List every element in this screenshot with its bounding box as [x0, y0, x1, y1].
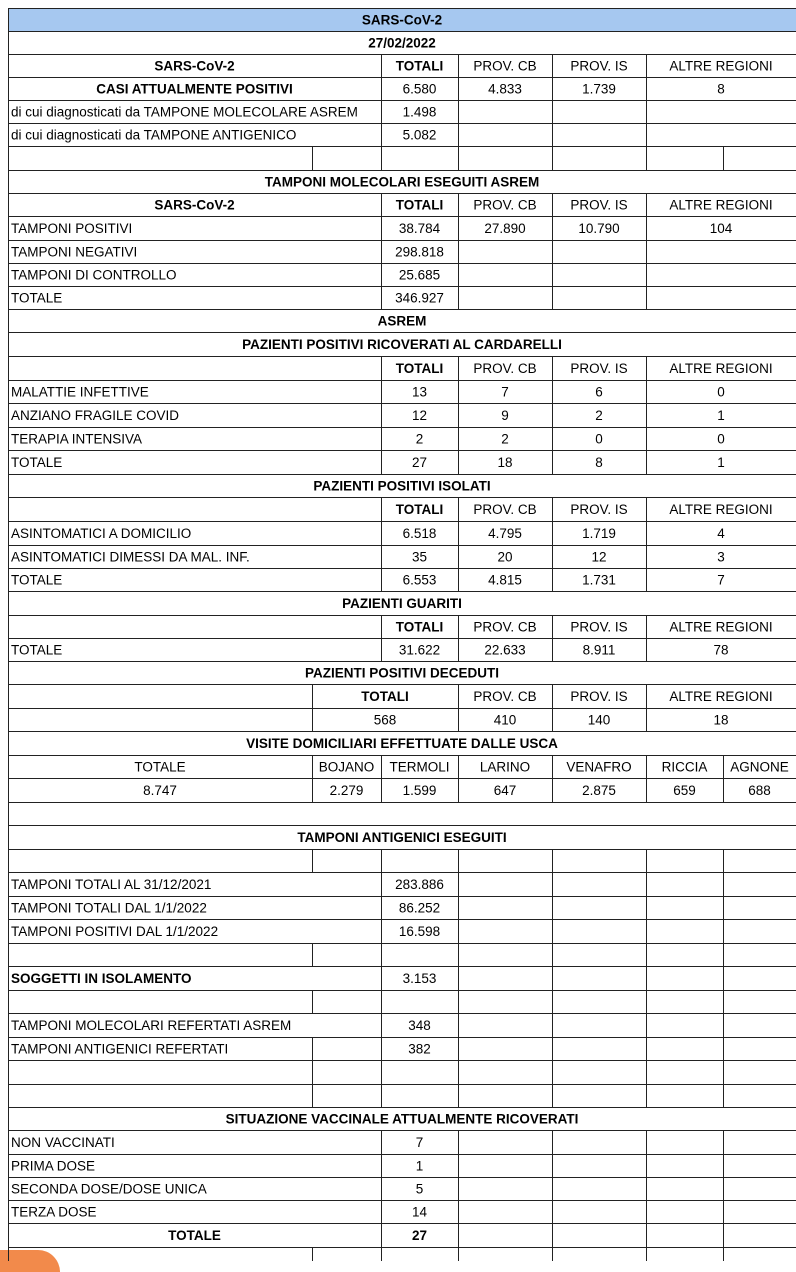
guariti-header-totali: TOTALI [395, 619, 444, 635]
usca-value: 2.279 [329, 783, 364, 798]
ricoverati-prov-cb: 18 [497, 455, 513, 470]
isolati-altre-regioni: 7 [717, 572, 725, 588]
isolati-prov-cb: 4.815 [488, 572, 522, 588]
molecolari-prov-cb: 27.890 [484, 221, 526, 236]
molecolari-row-label: TAMPONI POSITIVI [11, 221, 133, 236]
vaccinale-row-value: 7 [415, 1135, 424, 1150]
isolati-row-label: TOTALE [11, 572, 63, 588]
deceduti-altre-regioni: 18 [713, 712, 729, 728]
usca-header: TOTALE [134, 759, 186, 775]
deceduti-totali: 568 [373, 712, 397, 728]
antigenici-row-value: 86.252 [398, 900, 441, 916]
deceduti-prov-cb: 410 [493, 712, 517, 728]
vaccinale-totale-label: TOTALE [168, 1228, 221, 1243]
ricoverati-header-altre-regioni: ALTRE REGIONI [669, 361, 773, 376]
isolati-header-prov-cb: PROV. CB [473, 502, 537, 517]
report-title: SARS-CoV-2 [361, 12, 443, 28]
guariti-header-altre-regioni: ALTRE REGIONI [669, 619, 773, 635]
molecolari-section-label: SARS-CoV-2 [154, 197, 235, 213]
deceduti-header-prov-cb: PROV. CB [473, 689, 537, 704]
usca-value: 659 [673, 783, 696, 798]
molecolari-totali: 298.818 [395, 244, 444, 260]
usca-title: VISITE DOMICILIARI EFFETTUATE DALLE USCA [246, 736, 558, 751]
ricoverati-header-totali: TOTALI [395, 361, 444, 376]
guariti-header-prov-is: PROV. IS [570, 619, 628, 635]
isolati-prov-is: 1.731 [582, 572, 616, 588]
isolati-totali: 6.553 [402, 572, 437, 588]
isolamento-label: SOGGETTI IN ISOLAMENTO [11, 971, 192, 986]
deceduti-prov-is: 140 [587, 712, 611, 728]
casi-detail-totali: 1.498 [402, 104, 437, 120]
casi-prov-cb: 4.833 [488, 81, 522, 97]
molecolari-header-prov-cb: PROV. CB [473, 197, 537, 213]
molecolari-row-label: TOTALE [11, 290, 63, 306]
usca-value: 1.599 [402, 783, 437, 798]
ricoverati-row-label: TERAPIA INTENSIVA [11, 431, 143, 447]
isolati-altre-regioni: 4 [717, 526, 725, 541]
antigenici-row-label: TAMPONI TOTALI AL 31/12/2021 [11, 877, 212, 892]
isolati-prov-is: 1.719 [582, 526, 616, 541]
deceduti-header-altre-regioni: ALTRE REGIONI [669, 689, 773, 704]
molecolari-header-altre-regioni: ALTRE REGIONI [669, 197, 773, 213]
isolati-altre-regioni: 3 [717, 549, 725, 565]
ricoverati-prov-cb: 2 [501, 431, 509, 447]
isolati-header-totali: TOTALI [395, 502, 444, 517]
isolati-prov-is: 12 [591, 549, 607, 565]
ricoverati-totali: 12 [411, 408, 428, 423]
casi-detail-label: di cui diagnosticati da TAMPONE ANTIGENICO [11, 127, 297, 143]
guariti-totali: 31.622 [398, 642, 441, 658]
ricoverati-row-label: ANZIANO FRAGILE COVID [11, 408, 180, 423]
antigenici-row-label: TAMPONI POSITIVI DAL 1/1/2022 [11, 924, 219, 939]
casi-header-totali: TOTALI [395, 58, 444, 74]
ricoverati-prov-is: 8 [595, 455, 603, 470]
molecolari-totali: 346.927 [395, 290, 444, 306]
molecolari-totali: 25.685 [398, 267, 441, 283]
molecolari-altre-regioni: 104 [709, 221, 733, 236]
guariti-prov-is: 8.911 [582, 642, 616, 658]
casi-detail-label: di cui diagnosticati da TAMPONE MOLECOLARE ASREM [11, 104, 358, 120]
casi-altre-regioni: 8 [717, 81, 725, 97]
antigenici-row-value: 16.598 [398, 924, 441, 939]
ricoverati-row-label: MALATTIE INFETTIVE [11, 384, 149, 400]
ricoverati-row-label: TOTALE [11, 455, 63, 470]
refertati-molecolari-value: 348 [408, 1018, 431, 1033]
usca-value: 8.747 [143, 783, 177, 798]
vaccinale-row-value: 5 [415, 1181, 424, 1197]
molecolari-header-totali: TOTALI [395, 197, 444, 213]
isolati-prov-cb: 4.795 [488, 526, 522, 541]
ricoverati-prov-is: 6 [595, 384, 603, 400]
usca-header: VENAFRO [566, 759, 632, 775]
ricoverati-prov-cb: 9 [501, 408, 509, 423]
ricoverati-totali: 2 [415, 431, 424, 447]
casi-header-altre-regioni: ALTRE REGIONI [669, 58, 773, 74]
antigenici-row-label: TAMPONI TOTALI DAL 1/1/2022 [11, 900, 207, 916]
usca-value: 688 [748, 783, 771, 798]
ricoverati-prov-is: 2 [595, 408, 603, 423]
vaccinale-row-value: 14 [411, 1204, 428, 1220]
refertati-antigenici-label: TAMPONI ANTIGENICI REFERTATI [11, 1041, 229, 1057]
vaccinale-row-label: PRIMA DOSE [11, 1158, 96, 1174]
usca-value: 2.875 [582, 783, 616, 798]
isolati-row-label: ASINTOMATICI A DOMICILIO [11, 526, 192, 541]
usca-header: LARINO [479, 759, 531, 775]
guariti-altre-regioni: 78 [713, 642, 729, 658]
vaccinale-row-label: SECONDA DOSE/DOSE UNICA [11, 1181, 207, 1197]
ricoverati-altre-regioni: 1 [717, 455, 725, 470]
guariti-prov-cb: 22.633 [484, 642, 526, 658]
usca-header: BOJANO [318, 759, 375, 775]
ricoverati-altre-regioni: 1 [717, 408, 725, 423]
guariti-row-label: TOTALE [11, 642, 63, 658]
guariti-header-prov-cb: PROV. CB [473, 619, 537, 635]
isolati-prov-cb: 20 [497, 549, 513, 565]
usca-header: AGNONE [730, 759, 789, 775]
refertati-molecolari-label: TAMPONI MOLECOLARI REFERTATI ASREM [11, 1018, 292, 1033]
ricoverati-altre-regioni: 0 [717, 431, 725, 447]
ricoverati-totali: 27 [411, 455, 428, 470]
antigenici-title: TAMPONI ANTIGENICI ESEGUITI [297, 830, 507, 845]
molecolari-title: TAMPONI MOLECOLARI ESEGUITI ASREM [264, 174, 540, 190]
molecolari-totali: 38.784 [398, 221, 441, 236]
molecolari-header-prov-is: PROV. IS [570, 197, 628, 213]
ricoverati-header-prov-cb: PROV. CB [473, 361, 537, 376]
casi-detail-totali: 5.082 [402, 127, 437, 143]
isolati-totali: 6.518 [402, 526, 437, 541]
ricoverati-header-prov-is: PROV. IS [570, 361, 628, 376]
casi-header-prov-is: PROV. IS [570, 58, 628, 74]
deceduti-title: PAZIENTI POSITIVI DECEDUTI [304, 665, 500, 681]
deceduti-header-prov-is: PROV. IS [570, 689, 628, 704]
ricoverati-altre-regioni: 0 [717, 384, 725, 400]
guariti-title: PAZIENTI GUARITI [342, 596, 462, 611]
deceduti-header-totali: TOTALI [361, 689, 409, 704]
casi-label: CASI ATTUALMENTE POSITIVI [96, 81, 293, 97]
casi-prov-is: 1.739 [582, 81, 616, 97]
vaccinale-row-label: TERZA DOSE [11, 1204, 97, 1220]
vaccinale-row-value: 1 [415, 1158, 424, 1174]
vaccinale-totale-value: 27 [411, 1228, 428, 1243]
isolati-totali: 35 [411, 549, 428, 565]
usca-header: TERMOLI [389, 759, 450, 775]
usca-value: 647 [493, 783, 517, 798]
vaccinale-row-label: NON VACCINATI [11, 1135, 115, 1150]
casi-section-label: SARS-CoV-2 [154, 58, 235, 74]
ricoverati-prov-cb: 7 [501, 384, 509, 400]
isolati-header-altre-regioni: ALTRE REGIONI [669, 502, 773, 517]
vaccinale-title: SITUAZIONE VACCINALE ATTUALMENTE RICOVERATI [225, 1111, 579, 1127]
isolamento-value: 3.153 [402, 971, 437, 986]
isolati-title: PAZIENTI POSITIVI ISOLATI [313, 478, 491, 494]
ricoverati-title: PAZIENTI POSITIVI RICOVERATI AL CARDARELLI [242, 337, 562, 352]
report-date: 27/02/2022 [368, 35, 436, 51]
molecolari-row-label: TAMPONI NEGATIVI [11, 244, 138, 260]
isolati-header-prov-is: PROV. IS [570, 502, 628, 517]
ricoverati-prov-is: 0 [595, 431, 603, 447]
antigenici-row-value: 283.886 [395, 877, 444, 892]
molecolari-prov-is: 10.790 [578, 221, 620, 236]
ricoverati-totali: 13 [411, 384, 428, 400]
asrem-label: ASREM [377, 313, 427, 329]
usca-header: RICCIA [661, 759, 708, 775]
casi-header-prov-cb: PROV. CB [473, 58, 537, 74]
casi-totali: 6.580 [402, 81, 437, 97]
molecolari-row-label: TAMPONI DI CONTROLLO [11, 267, 177, 283]
refertati-antigenici-value: 382 [408, 1041, 431, 1057]
isolati-row-label: ASINTOMATICI DIMESSI DA MAL. INF. [11, 549, 250, 565]
